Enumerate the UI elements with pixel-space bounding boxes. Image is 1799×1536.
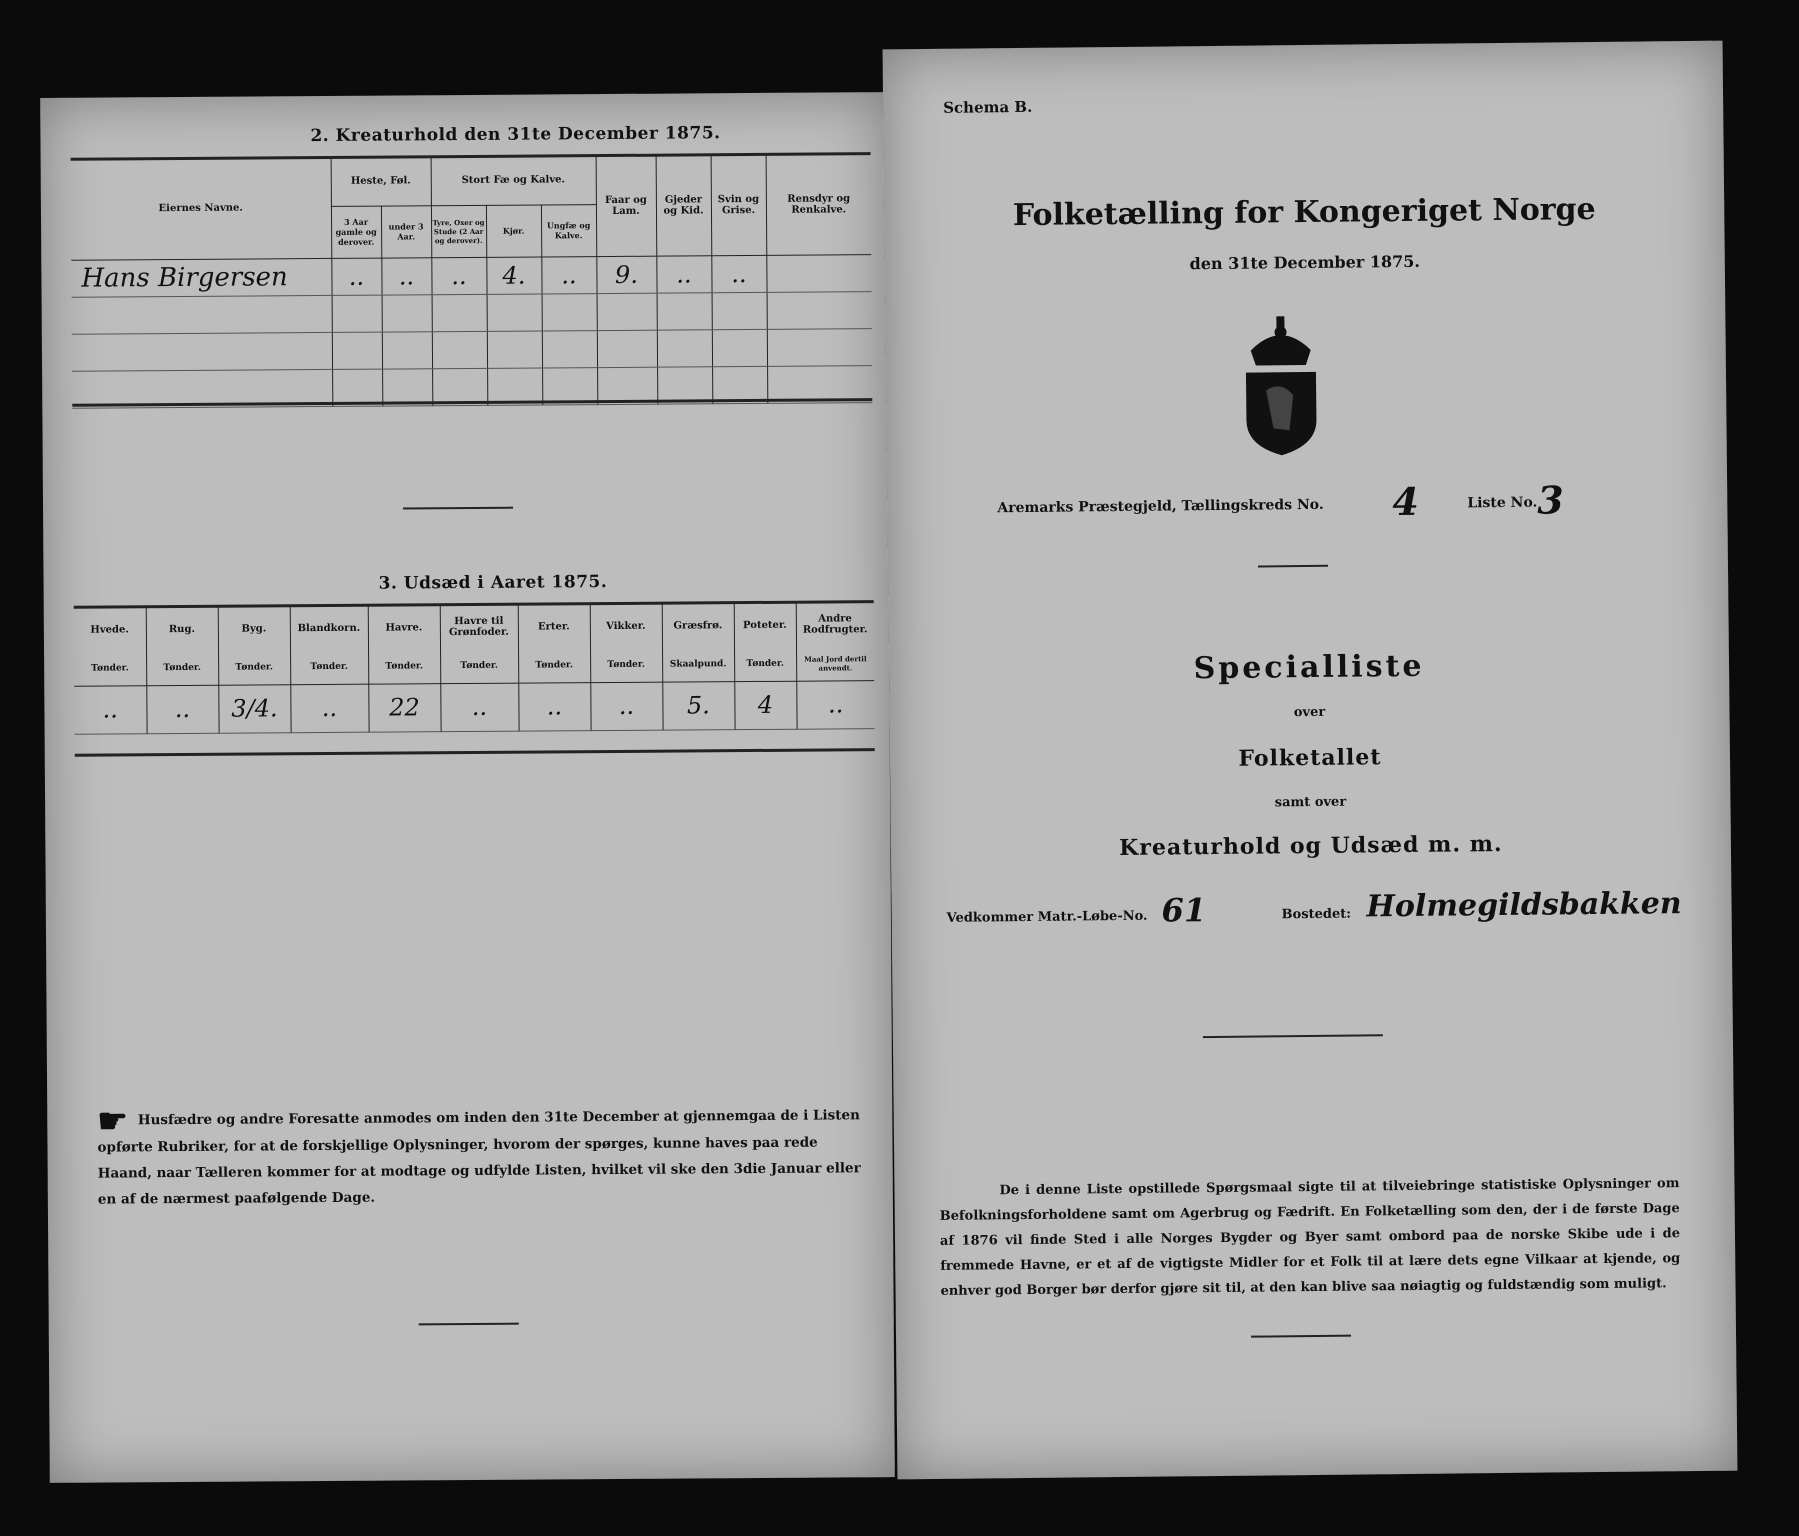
- udsaed-unit: Tønder.: [74, 651, 146, 686]
- notice-text: Husfædre og andre Foresatte anmodes om inden den 31te December at gjennemgaa de i Listen opførte Rubriker, for at de forskjellige Oplysninger, hvorom der spørges, kunne haves paa rede Haand, naar Tælleren kommer for at modtage og udfylde Listen, hvilket vil ske den 3die Januar eller en af de nærmest paafølgende Dage.: [97, 1107, 861, 1208]
- over-text: over: [1293, 704, 1326, 721]
- footer-text: De i denne Liste opstillede Spørgsmaal sigte til at tilveiebringe statistiske Oplysninger om Befolkningsforholdene samt om Agerbrug og Fædrift. En Folketælling som den, der i de første Dage af 1876 vil finde Sted i alle Norges Bygder og Byer samt ombord paa de norske Skibe ude i de fremmede Havne, er et af de vigtigste Midler for et Folk til at lære dets egne Vilkaar at kjende, og enhver god Borger bør derfor gjøre sit til, at den kan blive saa nøiagtig og fuldstændig som muligt.: [939, 1176, 1681, 1299]
- divider: [1203, 1034, 1383, 1038]
- kreaturhold-heading: Kreaturhold og Udsæd m. m.: [1119, 830, 1503, 862]
- col-faar: Faar og Lam.: [596, 156, 657, 256]
- liste-label: Liste No.: [1467, 494, 1538, 512]
- col-heste-gamle: 3 Aar gamle og derover.: [331, 206, 381, 258]
- udsaed-value: 22: [368, 683, 440, 732]
- matr-number: 61: [1161, 891, 1207, 930]
- udsaed-col-erter: Erter.: [518, 604, 590, 649]
- udsaed-unit: Tønder.: [518, 648, 590, 683]
- divider: [419, 1323, 519, 1326]
- table-row: [72, 291, 872, 334]
- folketallet-heading: Folketallet: [1238, 744, 1382, 772]
- udsaed-unit: Skaalpund.: [662, 647, 734, 682]
- liste-number: 3: [1537, 477, 1564, 523]
- udsaed-col-blandkorn: Blandkorn.: [290, 606, 368, 651]
- col-group-stort: Stort Fæ og Kalve.: [431, 156, 596, 205]
- schema-label: Schema B.: [943, 97, 1033, 117]
- col-svin: Svin og Grise.: [711, 155, 767, 255]
- udsaed-col-rodfrugter: Andre Rodfrugter.: [796, 602, 874, 647]
- kreaturhold-table: [71, 154, 873, 408]
- udsaed-value: ..: [518, 682, 590, 731]
- parish-label: Aremarks Præstegjeld, Tællingskreds No.: [997, 496, 1324, 517]
- udsaed-col-poteter: Poteter.: [734, 603, 796, 647]
- left-page: [40, 92, 895, 1483]
- col-kjor: Kjør.: [486, 204, 541, 256]
- udsaed-value: ..: [796, 680, 874, 729]
- divider: [403, 507, 513, 510]
- faar-value: 9.: [596, 256, 656, 293]
- specialliste-heading: Specialliste: [1193, 648, 1425, 687]
- udsaed-col-havre: Havre.: [368, 605, 440, 650]
- page-title: Folketælling for Kongeriget Norge: [1012, 191, 1596, 234]
- udsaed-unit: Maal Jord dertil anvendt.: [796, 646, 874, 681]
- coat-of-arms-icon: [1220, 310, 1342, 461]
- udsaed-unit: Tønder.: [734, 647, 796, 681]
- table-row: [71, 254, 871, 297]
- udsaed-value: ..: [590, 682, 662, 731]
- col-name-header: Eiernes Navne.: [71, 158, 332, 260]
- udsaed-value: 3/4.: [218, 684, 290, 733]
- udsaed-value: ..: [440, 683, 518, 732]
- col-heste-unge: under 3 Aar.: [381, 205, 431, 257]
- col-group-heste: Heste, Føl.: [331, 157, 431, 206]
- udsaed-table: [74, 602, 875, 734]
- gjeder-value: ..: [656, 255, 711, 292]
- col-gjeder: Gjeder og Kid.: [656, 155, 712, 255]
- title-date: den 31te December 1875.: [1189, 251, 1421, 274]
- rule: [75, 748, 875, 757]
- col-tyre: Tyre, Oxer og Stude (2 Aar og derover).: [431, 205, 486, 257]
- heste-gamle-value: ..: [331, 258, 381, 295]
- section2-title: 2. Kreaturhold den 31te December 1875.: [310, 123, 721, 147]
- divider: [1251, 1335, 1351, 1338]
- udsaed-value: 5.: [662, 681, 734, 730]
- owner-name: Hans Birgersen: [71, 258, 331, 297]
- pointing-hand-icon: ☛: [97, 1100, 128, 1142]
- udsaed-col-vikker: Vikker.: [590, 604, 662, 649]
- heste-unge-value: ..: [381, 257, 431, 294]
- tyre-value: ..: [431, 257, 486, 294]
- section3-title: 3. Udsæd i Aaret 1875.: [378, 572, 608, 594]
- udsaed-unit: Tønder.: [440, 649, 518, 684]
- bosted-value: Holmegildsbakken: [1366, 886, 1682, 925]
- col-ungfae: Ungfæ og Kalve.: [541, 204, 596, 256]
- udsaed-unit: Tønder.: [590, 648, 662, 683]
- kreds-number: 4: [1392, 478, 1419, 525]
- udsaed-value: 4: [734, 681, 796, 729]
- udsaed-col-rug: Rug.: [146, 607, 218, 652]
- udsaed-value: ..: [146, 685, 218, 734]
- samt-over-text: samt over: [1274, 794, 1347, 811]
- table-row: [74, 680, 874, 734]
- notice: [97, 1102, 868, 1212]
- udsaed-unit: Tønder.: [368, 649, 440, 684]
- matr-label: Vedkommer Matr.-Løbe-No.: [946, 908, 1148, 926]
- udsaed-col-hvede: Hvede.: [74, 607, 146, 652]
- ungfae-value: ..: [541, 256, 596, 293]
- svin-value: ..: [711, 255, 766, 292]
- rensdyr-value: [766, 254, 871, 292]
- udsaed-value: ..: [74, 685, 146, 734]
- udsaed-unit: Tønder.: [146, 651, 218, 686]
- udsaed-col-byg: Byg.: [218, 606, 290, 651]
- right-page: [883, 41, 1738, 1480]
- udsaed-unit: Tønder.: [218, 650, 290, 685]
- kjor-value: 4.: [486, 256, 541, 293]
- col-rensdyr: Rensdyr og Renkalve.: [766, 154, 872, 255]
- udsaed-unit: Tønder.: [290, 650, 368, 685]
- udsaed-value: ..: [290, 684, 368, 733]
- bosted-label: Bostedet:: [1281, 906, 1352, 923]
- divider: [1258, 565, 1328, 568]
- table-row: [72, 328, 872, 371]
- udsaed-col-graesfro: Græsfrø.: [662, 603, 734, 648]
- udsaed-col-gronfoder: Havre til Grønfoder.: [440, 605, 518, 650]
